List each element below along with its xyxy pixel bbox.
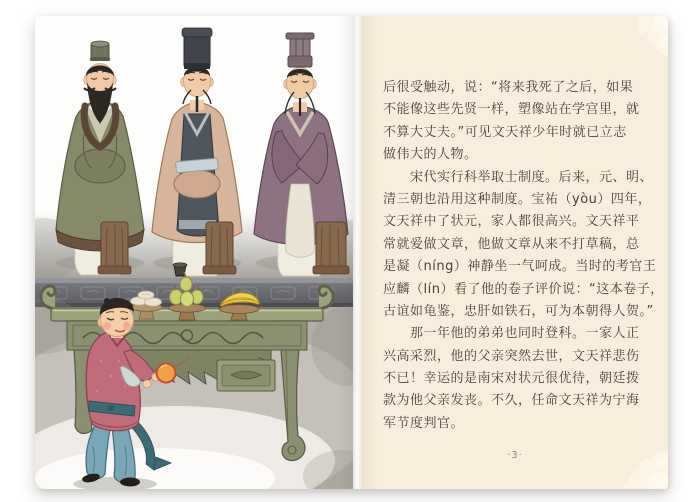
text-line: 军节度判官。 xyxy=(383,415,465,431)
left-page-spine-shadow xyxy=(339,16,353,489)
text-line: 宋代实行科举取士制度。后来，元、明、 xyxy=(383,169,654,185)
left-page xyxy=(35,16,353,489)
book-spread xyxy=(35,16,668,489)
text-line: 不已！幸运的是南宋对状元很优待，朝廷拨 xyxy=(383,371,640,387)
text-line: 是凝（níng）神静坐一气呵成。当时的考官王 xyxy=(383,259,657,275)
text-line: 古谊如龟鉴，忠肝如铁石，可为本朝得人贺。” xyxy=(383,303,654,319)
text-line: 那一年他的弟弟也同时登科。一家人正 xyxy=(383,326,640,342)
text-line: 清三朝也沿用这种制度。宝祐（yòu）四年， xyxy=(383,191,652,207)
text-line: 兴高采烈，他的父亲突然去世，文天祥悲伤 xyxy=(383,348,640,364)
text-line: 款为他父亲发丧。不久，任命文天祥为宁海 xyxy=(383,393,640,409)
text-line: 不能像这些先贤一样，塑像站在学宫里，就 xyxy=(383,102,640,118)
statues-illustration xyxy=(35,16,353,489)
page-gutter xyxy=(353,16,362,489)
text-line: 常就爱做文章，他做文章从来不打草稿，总 xyxy=(383,236,640,252)
text-line: 不算大丈夫。”可见文天祥少年时就已立志 xyxy=(383,124,627,140)
cloud-ornament-top-right xyxy=(606,16,668,70)
right-page xyxy=(362,16,668,489)
ball-toy xyxy=(157,364,176,383)
page-number: ·3· xyxy=(507,450,523,461)
right-page-spine-shadow xyxy=(362,16,378,489)
story-text xyxy=(383,77,664,435)
text-line: 做伟大的人物。 xyxy=(383,147,478,163)
text-line: 应麟（lín）看了他的卷子评价说：“这本卷子， xyxy=(383,281,664,297)
text-line: 文天祥中了状元，家人都很高兴。文天祥平 xyxy=(383,214,640,230)
text-line: 后很受触动，说：“将来我死了之后，如果 xyxy=(383,80,634,95)
